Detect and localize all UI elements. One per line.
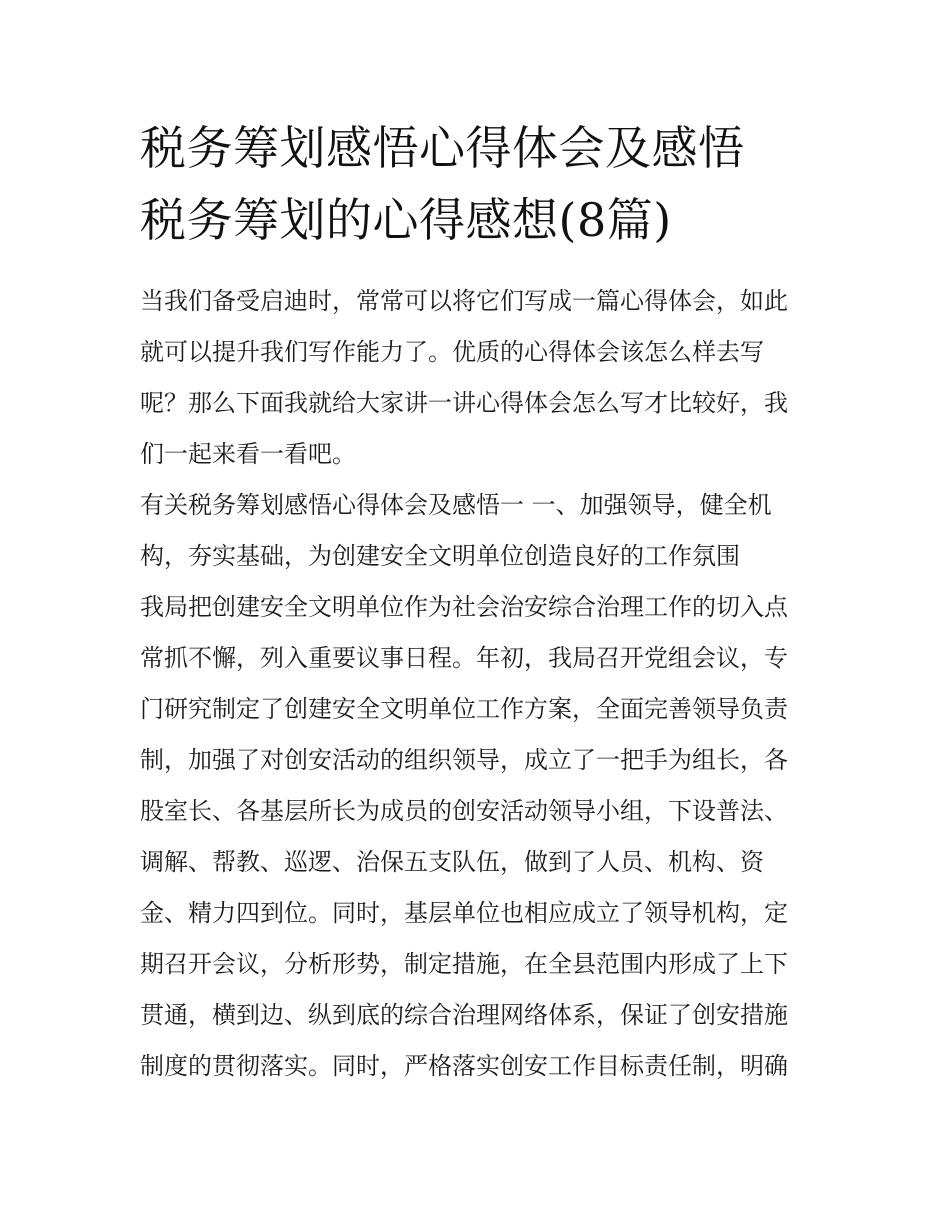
- body-line: 门研究制定了创建安全文明单位工作方案，全面完善领导负责: [140, 695, 788, 723]
- body-line: 当我们备受启迪时，常常可以将它们写成一篇心得体会，如此: [140, 287, 788, 315]
- body-line: 呢？那么下面我就给大家讲一讲心得体会怎么写才比较好，我: [140, 389, 788, 417]
- body-line: 期召开会议，分析形势，制定措施，在全县范围内形成了上下: [140, 950, 788, 978]
- document-body: [140, 276, 820, 1092]
- body-line: 们一起来看一看吧。: [140, 440, 356, 468]
- body-line: 制，加强了对创安活动的组织领导，成立了一把手为组长，各: [140, 746, 788, 774]
- title-line: 税务筹划的心得感想(8篇): [140, 193, 672, 247]
- body-line: 就可以提升我们写作能力了。优质的心得体会该怎么样去写: [140, 338, 764, 366]
- body-line: 常抓不懈，列入重要议事日程。年初，我局召开党组会议，专: [140, 644, 788, 672]
- body-line: 贯通，横到边、纵到底的综合治理网络体系，保证了创安措施: [140, 1001, 788, 1029]
- body-line: 有关税务筹划感悟心得体会及感悟一 一、加强领导，健全机: [140, 491, 772, 519]
- body-line: 构，夯实基础，为创建安全文明单位创造良好的工作氛围: [140, 542, 740, 570]
- body-line: 调解、帮教、巡逻、治保五支队伍，做到了人员、机构、资: [140, 848, 764, 876]
- body-line: 金、精力四到位。同时，基层单位也相应成立了领导机构，定: [140, 899, 788, 927]
- document-title: [140, 112, 820, 256]
- body-line: 股室长、各基层所长为成员的创安活动领导小组，下设普法、: [140, 797, 788, 825]
- body-line: 我局把创建安全文明单位作为社会治安综合治理工作的切入点: [140, 593, 788, 621]
- body-line: 制度的贯彻落实。同时，严格落实创安工作目标责任制，明确: [140, 1052, 788, 1080]
- title-line: 税务筹划感悟心得体会及感悟: [140, 121, 745, 175]
